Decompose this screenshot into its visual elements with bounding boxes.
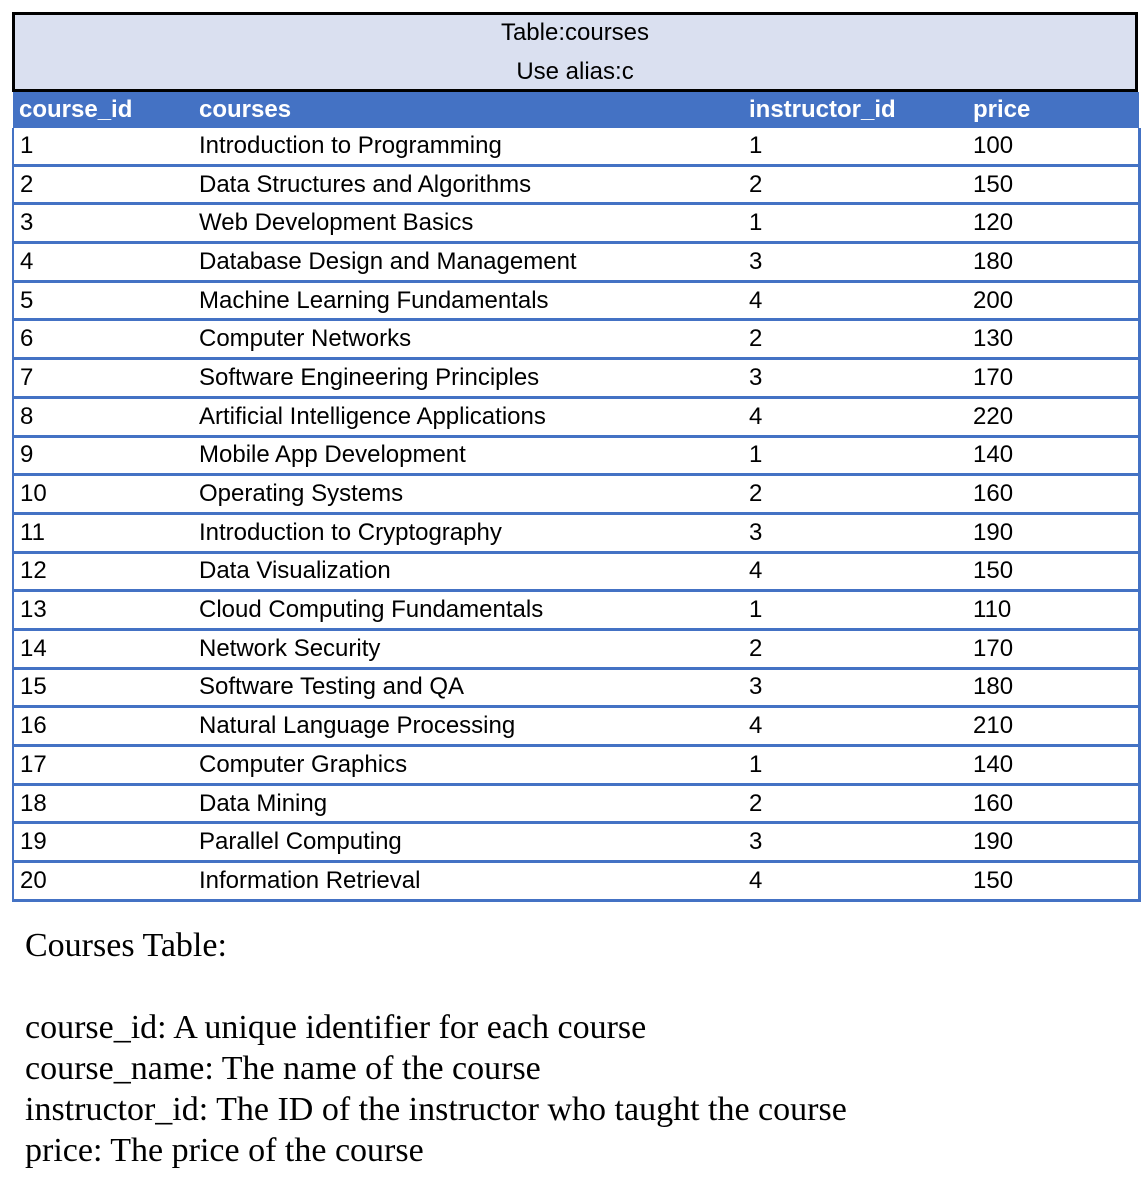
cell-price: 200 bbox=[967, 281, 1139, 320]
cell-instructor-id: 3 bbox=[743, 668, 967, 707]
cell-course-id: 18 bbox=[13, 784, 193, 823]
cell-instructor-id: 1 bbox=[743, 436, 967, 475]
cell-course-name: Introduction to Programming bbox=[193, 128, 743, 165]
cell-instructor-id: 3 bbox=[743, 243, 967, 282]
cell-price: 220 bbox=[967, 397, 1139, 436]
column-header-instructor-id: instructor_id bbox=[743, 92, 967, 128]
cell-course-name: Network Security bbox=[193, 629, 743, 668]
cell-course-name: Mobile App Development bbox=[193, 436, 743, 475]
table-alias-label: Use alias:c bbox=[516, 58, 634, 85]
cell-price: 190 bbox=[967, 823, 1139, 862]
cell-course-name: Database Design and Management bbox=[193, 243, 743, 282]
cell-price: 150 bbox=[967, 862, 1139, 901]
cell-course-id: 1 bbox=[13, 128, 193, 165]
cell-instructor-id: 4 bbox=[743, 862, 967, 901]
cell-price: 140 bbox=[967, 436, 1139, 475]
table-row bbox=[13, 707, 1139, 746]
table-description bbox=[25, 925, 847, 1171]
cell-instructor-id: 3 bbox=[743, 359, 967, 398]
cell-course-id: 17 bbox=[13, 746, 193, 785]
table-row bbox=[13, 243, 1139, 282]
table-row bbox=[13, 475, 1139, 514]
cell-price: 140 bbox=[967, 746, 1139, 785]
cell-course-name: Software Engineering Principles bbox=[193, 359, 743, 398]
table-row bbox=[13, 552, 1139, 591]
cell-course-name: Operating Systems bbox=[193, 475, 743, 514]
table-row bbox=[13, 204, 1139, 243]
table-row bbox=[13, 397, 1139, 436]
table-row bbox=[13, 436, 1139, 475]
cell-course-name: Computer Networks bbox=[193, 320, 743, 359]
cell-course-id: 5 bbox=[13, 281, 193, 320]
cell-price: 210 bbox=[967, 707, 1139, 746]
description-heading: Courses Table: bbox=[25, 927, 227, 964]
cell-price: 180 bbox=[967, 243, 1139, 282]
header-row bbox=[13, 92, 1139, 128]
cell-course-id: 11 bbox=[13, 513, 193, 552]
table-row bbox=[13, 784, 1139, 823]
cell-instructor-id: 2 bbox=[743, 165, 967, 204]
cell-course-id: 10 bbox=[13, 475, 193, 514]
cell-instructor-id: 2 bbox=[743, 475, 967, 514]
cell-course-id: 2 bbox=[13, 165, 193, 204]
cell-price: 110 bbox=[967, 591, 1139, 630]
cell-price: 100 bbox=[967, 128, 1139, 165]
cell-instructor-id: 4 bbox=[743, 552, 967, 591]
column-header-course-id: course_id bbox=[13, 92, 193, 128]
courses-table bbox=[12, 92, 1141, 902]
cell-course-name: Natural Language Processing bbox=[193, 707, 743, 746]
table-row bbox=[13, 862, 1139, 901]
cell-instructor-id: 4 bbox=[743, 707, 967, 746]
cell-instructor-id: 1 bbox=[743, 204, 967, 243]
cell-price: 180 bbox=[967, 668, 1139, 707]
cell-instructor-id: 1 bbox=[743, 128, 967, 165]
cell-price: 150 bbox=[967, 165, 1139, 204]
cell-instructor-id: 4 bbox=[743, 281, 967, 320]
cell-price: 130 bbox=[967, 320, 1139, 359]
cell-instructor-id: 1 bbox=[743, 591, 967, 630]
description-line-price: price: The price of the course bbox=[25, 1132, 424, 1169]
table-title-box bbox=[12, 12, 1138, 92]
cell-instructor-id: 3 bbox=[743, 513, 967, 552]
cell-course-name: Machine Learning Fundamentals bbox=[193, 281, 743, 320]
cell-price: 170 bbox=[967, 629, 1139, 668]
cell-course-name: Web Development Basics bbox=[193, 204, 743, 243]
cell-course-name: Cloud Computing Fundamentals bbox=[193, 591, 743, 630]
table-row bbox=[13, 359, 1139, 398]
cell-price: 160 bbox=[967, 784, 1139, 823]
description-line-course-name: course_name: The name of the course bbox=[25, 1050, 541, 1087]
cell-course-id: 7 bbox=[13, 359, 193, 398]
cell-course-name: Data Mining bbox=[193, 784, 743, 823]
table-row bbox=[13, 591, 1139, 630]
cell-course-id: 3 bbox=[13, 204, 193, 243]
cell-instructor-id: 2 bbox=[743, 320, 967, 359]
cell-course-id: 20 bbox=[13, 862, 193, 901]
description-line-instructor-id: instructor_id: The ID of the instructor who taught the course bbox=[25, 1091, 847, 1128]
cell-instructor-id: 1 bbox=[743, 746, 967, 785]
cell-course-id: 19 bbox=[13, 823, 193, 862]
cell-instructor-id: 2 bbox=[743, 629, 967, 668]
cell-course-name: Parallel Computing bbox=[193, 823, 743, 862]
table-row bbox=[13, 513, 1139, 552]
cell-course-name: Data Structures and Algorithms bbox=[193, 165, 743, 204]
table-row bbox=[13, 823, 1139, 862]
table-name-label: Table:courses bbox=[500, 19, 650, 46]
cell-price: 150 bbox=[967, 552, 1139, 591]
cell-course-name: Information Retrieval bbox=[193, 862, 743, 901]
cell-course-id: 8 bbox=[13, 397, 193, 436]
table-row bbox=[13, 128, 1139, 165]
column-header-price: price bbox=[967, 92, 1139, 128]
cell-price: 170 bbox=[967, 359, 1139, 398]
cell-course-id: 6 bbox=[13, 320, 193, 359]
table-row bbox=[13, 281, 1139, 320]
cell-course-id: 9 bbox=[13, 436, 193, 475]
cell-instructor-id: 2 bbox=[743, 784, 967, 823]
cell-course-id: 16 bbox=[13, 707, 193, 746]
cell-course-name: Introduction to Cryptography bbox=[193, 513, 743, 552]
cell-course-id: 4 bbox=[13, 243, 193, 282]
cell-course-name: Software Testing and QA bbox=[193, 668, 743, 707]
cell-course-id: 13 bbox=[13, 591, 193, 630]
cell-course-id: 12 bbox=[13, 552, 193, 591]
table-row bbox=[13, 668, 1139, 707]
cell-price: 190 bbox=[967, 513, 1139, 552]
cell-course-id: 14 bbox=[13, 629, 193, 668]
cell-price: 160 bbox=[967, 475, 1139, 514]
cell-course-name: Computer Graphics bbox=[193, 746, 743, 785]
cell-instructor-id: 3 bbox=[743, 823, 967, 862]
cell-course-id: 15 bbox=[13, 668, 193, 707]
cell-course-name: Artificial Intelligence Applications bbox=[193, 397, 743, 436]
cell-instructor-id: 4 bbox=[743, 397, 967, 436]
table-row bbox=[13, 165, 1139, 204]
table-row bbox=[13, 629, 1139, 668]
column-header-courses: courses bbox=[193, 92, 743, 128]
description-line-course-id: course_id: A unique identifier for each course bbox=[25, 1009, 647, 1046]
table-row bbox=[13, 746, 1139, 785]
cell-course-name: Data Visualization bbox=[193, 552, 743, 591]
cell-price: 120 bbox=[967, 204, 1139, 243]
table-row bbox=[13, 320, 1139, 359]
